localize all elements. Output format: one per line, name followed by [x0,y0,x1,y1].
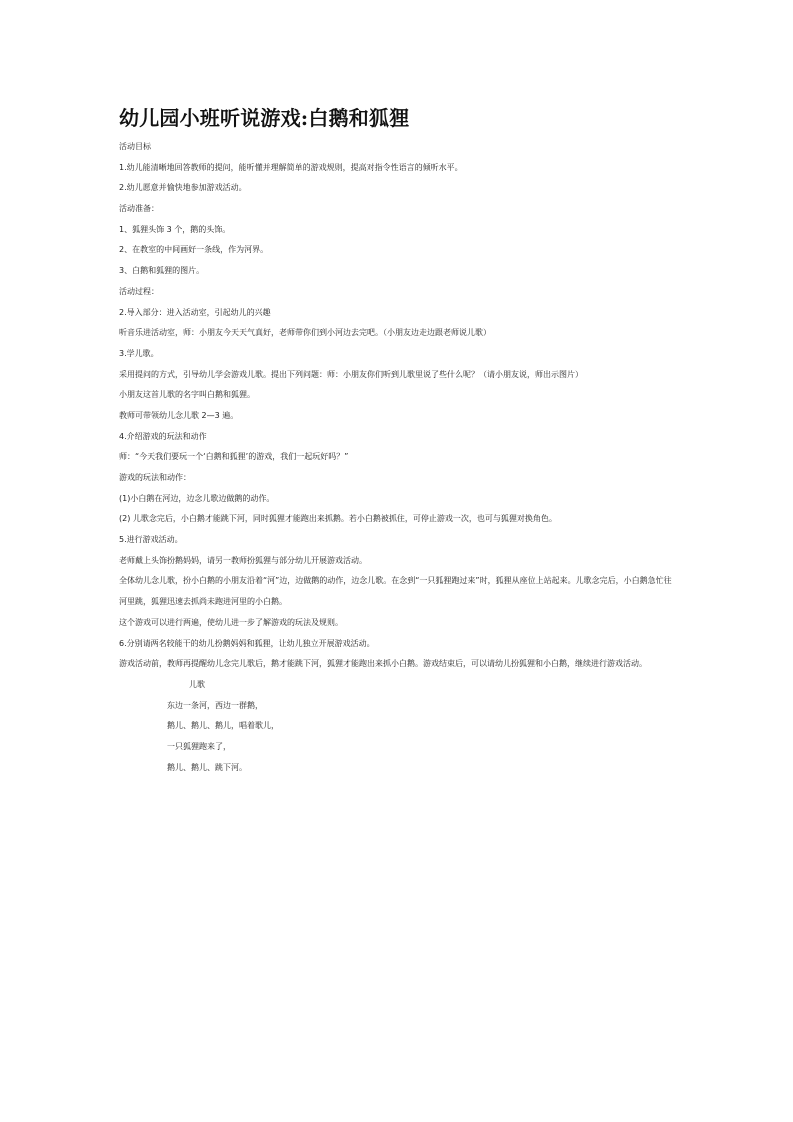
process-step-rules: 4.介绍游戏的玩法和动作 [119,431,207,441]
process-step-play: 5.进行游戏活动。 [119,535,183,545]
process-text-teacher-quote: 师：“今天我们要玩一个‘白鹅和狐狸’的游戏，我们一起玩好吗？” [119,452,349,462]
goal-item-1: 1.幼儿能清晰地回答教师的提问，能听懂并理解简单的游戏规则，提高对指令性语言的倾听水平。 [119,162,463,172]
preparation-item-1: 1、狐狸头饰 3 个，鹅的头饰。 [119,224,231,234]
process-text-teacher-role: 老师戴上头饰扮鹅妈妈，请另一教师扮狐狸与部分幼儿开展游戏活动。 [119,555,367,565]
process-step-learn-song: 3.学儿歌。 [119,348,159,358]
song-line-2: 鹅儿、鹅儿、鹅儿，唱着歌儿， [167,721,279,731]
section-heading-preparation: 活动准备： [119,204,159,214]
process-text-repeat: 教师可带领幼儿念儿歌 2—3 遍。 [119,410,239,420]
process-step-independent: 6.分别请两名较能干的幼儿扮鹅妈妈和狐狸，让幼儿独立开展游戏活动。 [119,638,375,648]
preparation-item-3: 3、白鹅和狐狸的图片。 [119,266,205,276]
rule-item-1: (1)小白鹅在河边，边念儿歌边做鹅的动作。 [119,493,275,503]
goal-item-2: 2.幼儿愿意并愉快地参加游戏活动。 [119,183,247,193]
document-title: 幼儿园小班听说游戏:白鹅和狐狸 [119,106,410,130]
document-content [119,104,679,783]
song-line-3: 一只狐狸跑来了， [167,741,231,751]
song-title: 儿歌 [189,679,205,689]
process-text-rules-heading: 游戏的玩法和动作： [119,473,191,482]
process-text-music: 听音乐进活动室，师：小朋友今天天气真好，老师带你们到小河边去完吧。（小朋友边走边跟老师说儿歌） [119,328,491,338]
song-line-1: 东边一条河，西边一群鹅， [167,700,263,710]
section-heading-process: 活动过程： [119,286,159,296]
song-block [119,680,679,773]
process-text-reminder: 游戏活动前，教师再提醒幼儿念完儿歌后，鹅才能跳下河，狐狸才能跑出来抓小白鹅。游戏结束后，可以请幼儿扮狐狸和小白鹅，继续进行游戏活动。 [119,658,647,668]
song-line-4: 鹅儿、鹅儿、跳下河。 [167,762,247,772]
process-text-twice: 这个游戏可以进行两遍，使幼儿进一步了解游戏的玩法及规则。 [119,617,343,627]
process-text-questions: 采用提问的方式，引导幼儿学会游戏儿歌。提出下列问题：师：小朋友你们听到儿歌里说了些什么呢？（请小朋友说，师出示图片） [119,369,583,379]
process-text-whole-class: 全体幼儿念儿歌，扮小白鹅的小朋友沿着“河”边，边做鹅的动作，边念儿歌。在念到“一只狐狸跑过来”时，狐狸从座位上站起来。儿歌念完后，小白鹅急忙往河里跳，狐狸迅速去抓尚未跑进河里的小白鹅。 [119,576,672,606]
process-text-song-name: 小朋友这首儿歌的名字叫白鹅和狐狸。 [119,390,255,400]
process-step-intro: 2.导入部分：进入活动室，引起幼儿的兴趣 [119,307,271,317]
preparation-item-2: 2、在教室的中间画好一条线，作为河界。 [119,245,269,255]
section-heading-goals: 活动目标 [119,142,151,151]
rule-item-2: (2) 儿歌念完后，小白鹅才能跳下河，同时狐狸才能跑出来抓鹅。若小白鹅被抓住，可停止游戏一次，也可与狐狸对换角色。 [119,514,557,524]
